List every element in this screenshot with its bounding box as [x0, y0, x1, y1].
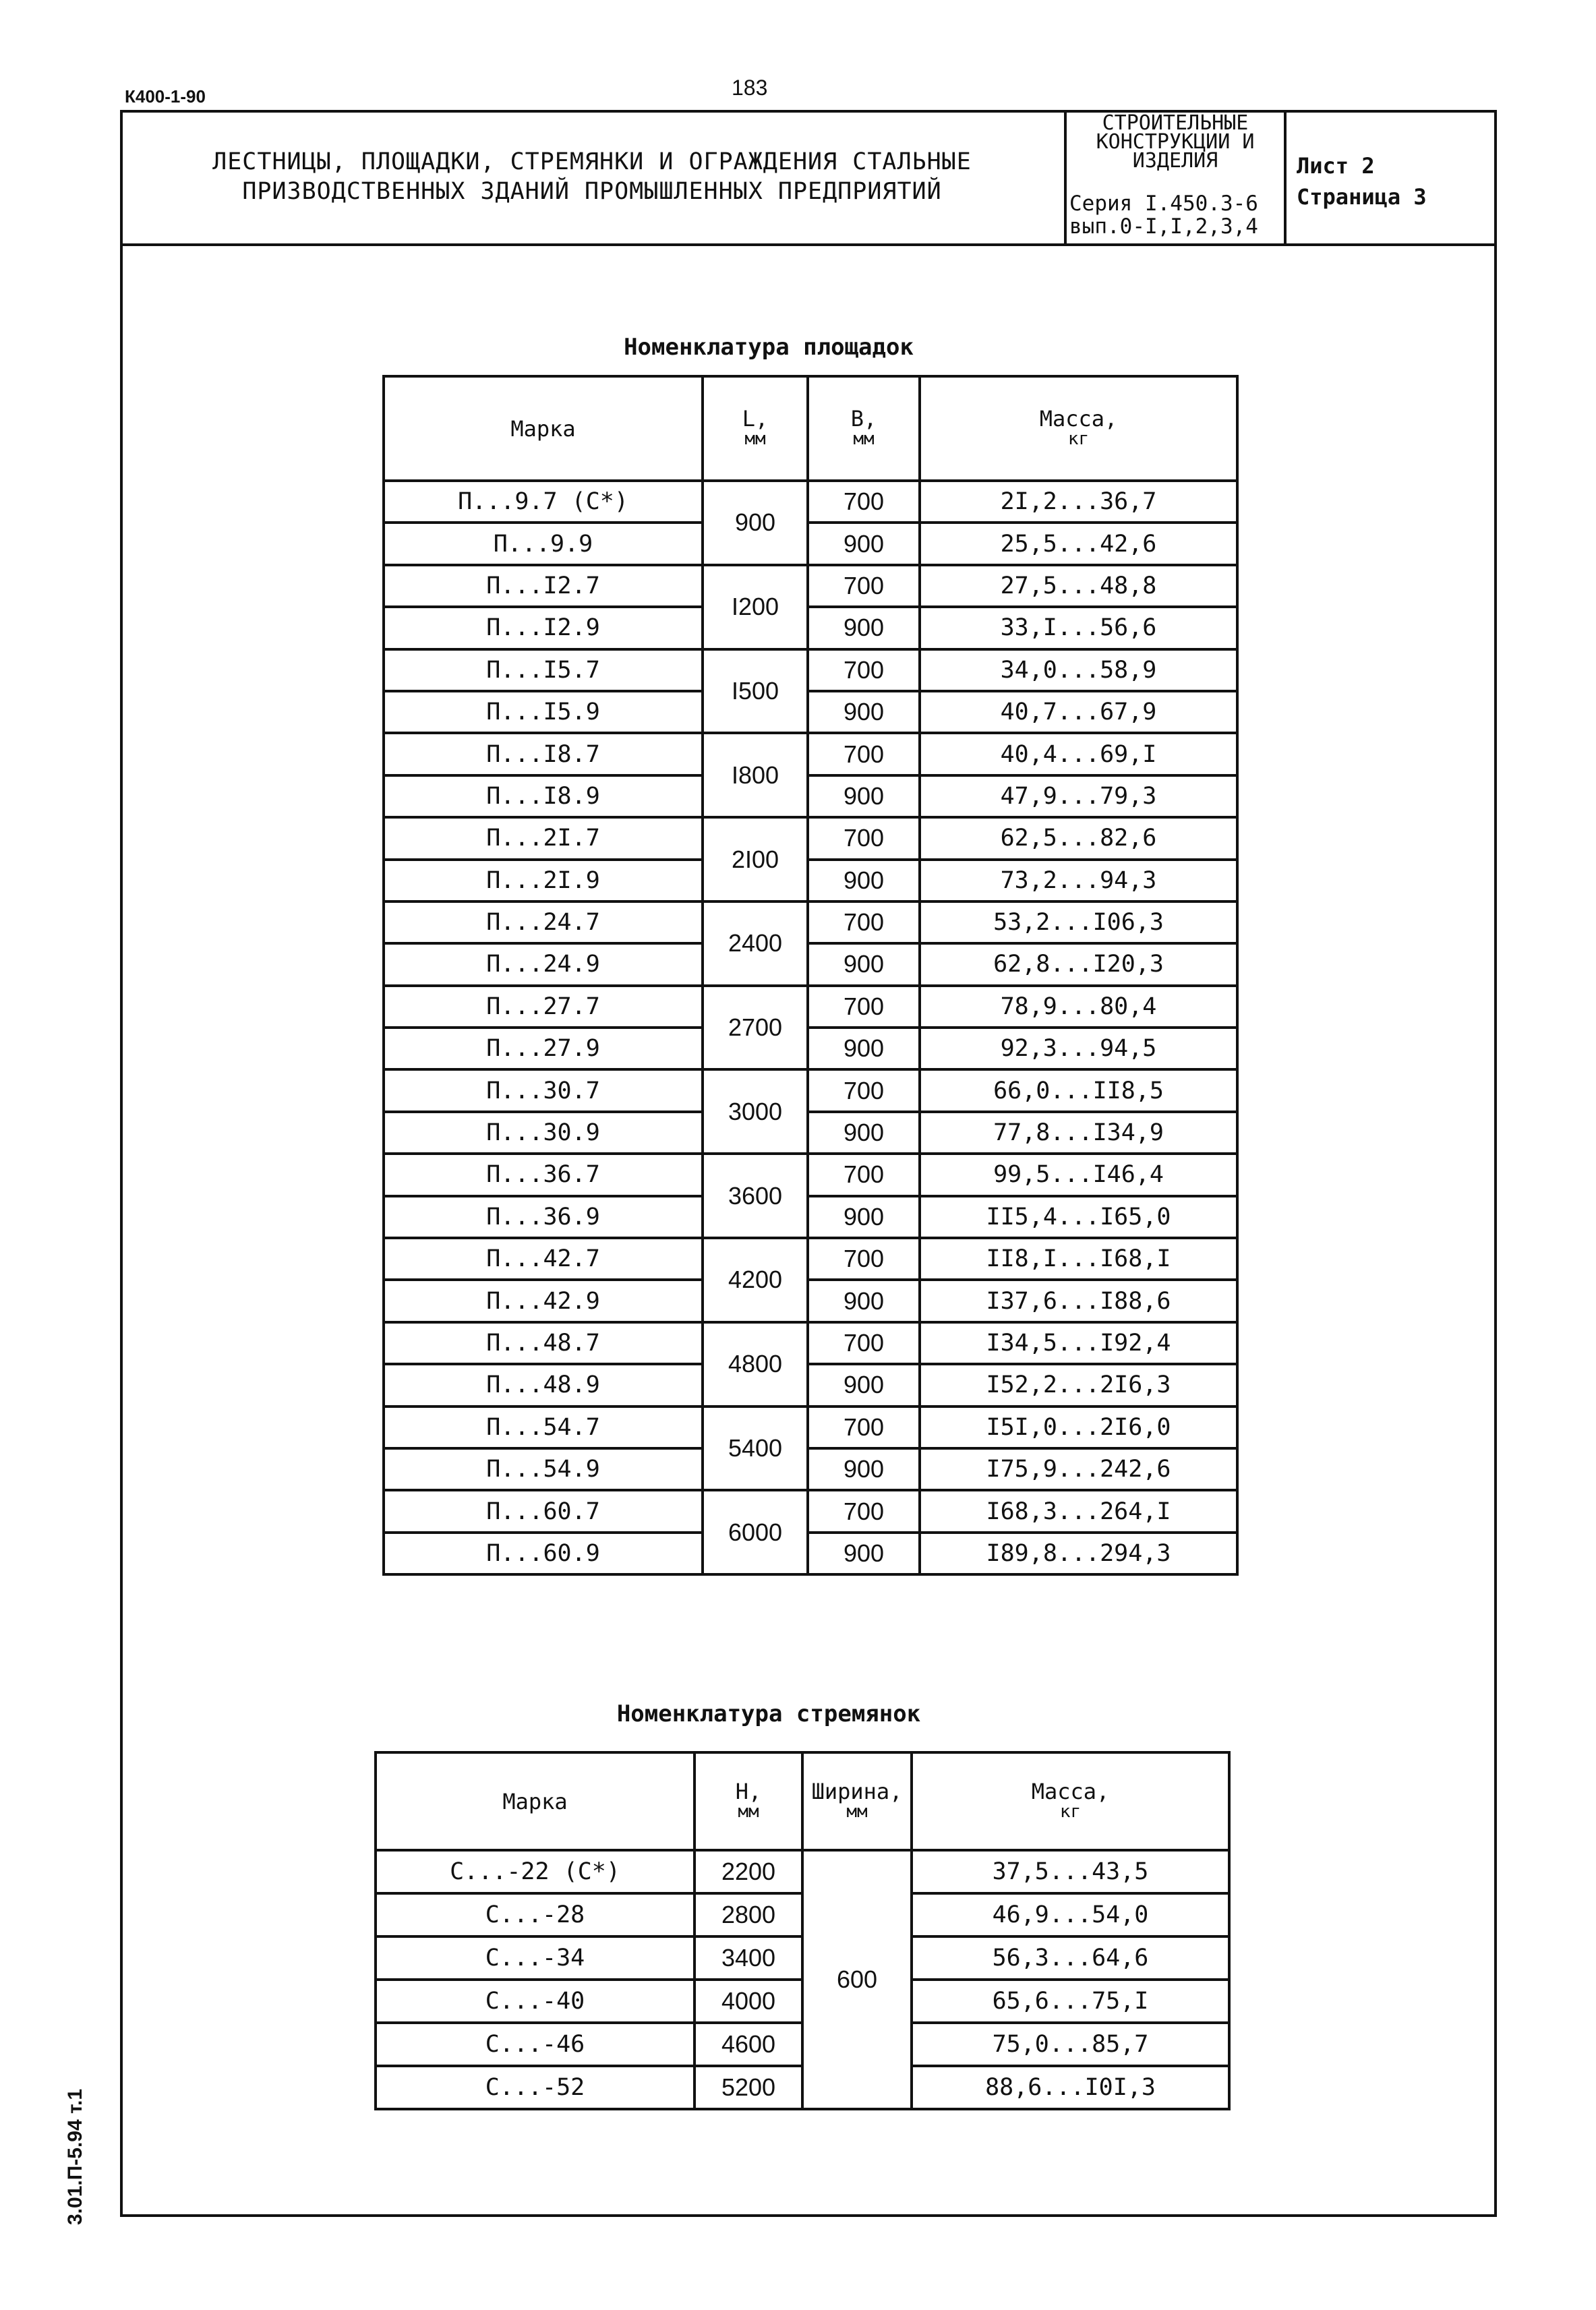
platforms-header-row — [384, 376, 1237, 481]
length-cell: 900 — [703, 481, 808, 565]
mass-cell: 75,0...85,7 — [912, 2023, 1229, 2066]
mass-cell: 37,5...43,5 — [912, 1850, 1229, 1893]
mass-cell: 56,3...64,6 — [912, 1936, 1229, 1980]
table-row — [384, 649, 1237, 691]
org-line-1: СТРОИТЕЛЬНЫЕ — [1102, 111, 1249, 135]
ladders-body — [376, 1850, 1229, 2109]
width-cell: 700 — [808, 1406, 920, 1448]
table-row — [384, 1533, 1237, 1574]
mass-cell: I52,2...2I6,3 — [920, 1364, 1237, 1406]
length-cell: 2700 — [703, 986, 808, 1070]
mass-cell: 92,3...94,5 — [920, 1028, 1237, 1069]
mass-cell: 99,5...I46,4 — [920, 1154, 1237, 1195]
col-h-unit: мм — [738, 1801, 759, 1822]
mass-cell: 34,0...58,9 — [920, 649, 1237, 691]
mark-cell: П...9.7 (С*) — [384, 481, 703, 523]
document-code: К400-1-90 — [125, 86, 206, 107]
org-title — [1067, 111, 1284, 173]
platforms-caption: Номенклатура площадок — [624, 334, 914, 361]
table-row — [384, 943, 1237, 985]
mass-cell: 62,8...I20,3 — [920, 943, 1237, 985]
col-width-label: Ширина, — [811, 1778, 903, 1804]
sheet-info — [1297, 150, 1492, 212]
ladders-caption: Номенклатура стремянок — [616, 1700, 921, 1727]
length-cell: 4200 — [703, 1238, 808, 1322]
length-cell: I500 — [703, 649, 808, 734]
org-line-2: КОНСТРУКЦИИ И — [1096, 130, 1255, 154]
width-cell: 700 — [808, 901, 920, 943]
title-line-1: ЛЕСТНИЦЫ, ПЛОЩАДКИ, СТРЕМЯНКИ И ОГРАЖДЕНИЯ СТАЛЬНЫЕ — [212, 148, 972, 175]
width-cell: 700 — [808, 649, 920, 691]
table-row — [384, 775, 1237, 817]
height-cell: 4600 — [694, 2023, 802, 2066]
mass-cell: II8,I...I68,I — [920, 1238, 1237, 1280]
width-cell: 900 — [808, 1196, 920, 1238]
col-mass — [920, 376, 1237, 481]
width-cell: 900 — [808, 691, 920, 733]
mass-cell: 47,9...79,3 — [920, 775, 1237, 817]
mark-cell: С...-52 — [376, 2066, 694, 2109]
table-row — [384, 1490, 1237, 1532]
col-mark: Марка — [376, 1752, 694, 1850]
mass-cell: II5,4...I65,0 — [920, 1196, 1237, 1238]
ladders-header-row — [376, 1752, 1229, 1850]
mass-cell: 25,5...42,6 — [920, 523, 1237, 564]
col-width-unit: мм — [846, 1801, 868, 1822]
col-b — [808, 376, 920, 481]
side-stamp: 3.01.П-5.94 т.1 — [64, 2088, 86, 2225]
mark-cell: П...54.9 — [384, 1448, 703, 1490]
width-cell: 700 — [808, 481, 920, 523]
col-l-label: L, — [742, 405, 769, 432]
table-row — [384, 565, 1237, 607]
width-cell: 900 — [808, 1364, 920, 1406]
width-cell: 600 — [802, 1850, 912, 2109]
width-cell: 700 — [808, 817, 920, 859]
width-cell: 700 — [808, 986, 920, 1028]
length-cell: 3600 — [703, 1154, 808, 1238]
col-b-unit: мм — [853, 428, 875, 449]
col-l-unit: мм — [744, 428, 766, 449]
mark-cell: П...48.7 — [384, 1322, 703, 1364]
length-cell: 5400 — [703, 1406, 808, 1491]
mark-cell: П...I2.7 — [384, 565, 703, 607]
series-info — [1069, 192, 1287, 238]
length-cell: 2I00 — [703, 817, 808, 901]
col-mass-label: Масса, — [1039, 405, 1118, 432]
table-row — [384, 1364, 1237, 1406]
mark-cell: П...36.9 — [384, 1196, 703, 1238]
width-cell: 700 — [808, 1154, 920, 1195]
length-cell: 6000 — [703, 1490, 808, 1574]
table-row — [384, 1406, 1237, 1448]
table-row — [384, 523, 1237, 564]
mark-cell: С...-34 — [376, 1936, 694, 1980]
col-mass — [912, 1752, 1229, 1850]
height-cell: 4000 — [694, 1980, 802, 2023]
width-cell: 900 — [808, 775, 920, 817]
table-row — [384, 481, 1237, 523]
mass-cell: 78,9...80,4 — [920, 986, 1237, 1028]
mark-cell: П...I8.7 — [384, 733, 703, 775]
table-row — [384, 607, 1237, 649]
table-row — [384, 986, 1237, 1028]
width-cell: 900 — [808, 860, 920, 901]
col-h-label: H, — [735, 1778, 762, 1804]
col-mass-label: Масса, — [1031, 1778, 1110, 1804]
mark-cell: П...I8.9 — [384, 775, 703, 817]
mark-cell: П...54.7 — [384, 1406, 703, 1448]
table-row — [384, 1280, 1237, 1322]
table-row — [384, 1448, 1237, 1490]
height-cell: 2200 — [694, 1850, 802, 1893]
table-row — [384, 1112, 1237, 1154]
mark-cell: П...24.7 — [384, 901, 703, 943]
col-mark: Марка — [384, 376, 703, 481]
mass-cell: 65,6...75,I — [912, 1980, 1229, 2023]
table-row — [384, 1238, 1237, 1280]
length-cell: I800 — [703, 733, 808, 817]
width-cell: 700 — [808, 565, 920, 607]
width-cell: 900 — [808, 1280, 920, 1322]
page-number: 183 — [732, 76, 768, 100]
mass-cell: 46,9...54,0 — [912, 1893, 1229, 1936]
col-mass-unit: кг — [1059, 1801, 1082, 1822]
mark-cell: П...2I.7 — [384, 817, 703, 859]
mass-cell: 88,6...I0I,3 — [912, 2066, 1229, 2109]
mark-cell: С...-22 (С*) — [376, 1850, 694, 1893]
width-cell: 900 — [808, 607, 920, 649]
mass-cell: 73,2...94,3 — [920, 860, 1237, 901]
mass-cell: I75,9...242,6 — [920, 1448, 1237, 1490]
width-cell: 900 — [808, 1112, 920, 1154]
table-row — [376, 1850, 1229, 1893]
mark-cell: П...2I.9 — [384, 860, 703, 901]
org-line-3: ИЗДЕЛИЯ — [1132, 149, 1218, 173]
mark-cell: П...I5.7 — [384, 649, 703, 691]
mark-cell: П...48.9 — [384, 1364, 703, 1406]
title-block — [120, 110, 1497, 246]
mark-cell: П...30.7 — [384, 1069, 703, 1111]
platforms-table — [382, 375, 1239, 1576]
width-cell: 900 — [808, 1028, 920, 1069]
mass-cell: 27,5...48,8 — [920, 565, 1237, 607]
width-cell: 900 — [808, 523, 920, 564]
length-cell: 4800 — [703, 1322, 808, 1406]
table-row — [384, 1028, 1237, 1069]
mark-cell: П...60.9 — [384, 1533, 703, 1574]
mark-cell: П...24.9 — [384, 943, 703, 985]
mass-cell: 40,4...69,I — [920, 733, 1237, 775]
table-row — [384, 817, 1237, 859]
mark-cell: П...42.9 — [384, 1280, 703, 1322]
mass-cell: I37,6...I88,6 — [920, 1280, 1237, 1322]
col-h — [694, 1752, 802, 1850]
mark-cell: С...-46 — [376, 2023, 694, 2066]
mass-cell: I89,8...294,3 — [920, 1533, 1237, 1574]
width-cell: 700 — [808, 1490, 920, 1532]
width-cell: 700 — [808, 1322, 920, 1364]
col-width — [802, 1752, 912, 1850]
mass-cell: 62,5...82,6 — [920, 817, 1237, 859]
title-line-2: ПРИЗВОДСТВЕННЫХ ЗДАНИЙ ПРОМЫШЛЕННЫХ ПРЕДПРИЯТИЙ — [242, 178, 942, 205]
mark-cell: С...-28 — [376, 1893, 694, 1936]
col-b-label: B, — [850, 405, 877, 432]
mark-cell: П...I5.9 — [384, 691, 703, 733]
mass-cell: 40,7...67,9 — [920, 691, 1237, 733]
sheet-page: Страница 3 — [1297, 184, 1427, 210]
series-block — [1064, 110, 1287, 243]
mark-cell: П...36.7 — [384, 1154, 703, 1195]
table-row — [384, 733, 1237, 775]
col-mass-unit: кг — [1067, 428, 1090, 449]
mark-cell: П...30.9 — [384, 1112, 703, 1154]
series-line-1: Серия I.450.3-6 — [1069, 191, 1258, 216]
mark-cell: П...60.7 — [384, 1490, 703, 1532]
table-row — [384, 901, 1237, 943]
series-line-2: вып.0-I,I,2,3,4 — [1069, 214, 1258, 239]
mark-cell: П...27.7 — [384, 986, 703, 1028]
table-row — [384, 1196, 1237, 1238]
width-cell: 700 — [808, 733, 920, 775]
width-cell: 900 — [808, 1533, 920, 1574]
mark-cell: П...27.9 — [384, 1028, 703, 1069]
mass-cell: I5I,0...2I6,0 — [920, 1406, 1237, 1448]
mass-cell: 66,0...II8,5 — [920, 1069, 1237, 1111]
col-l — [703, 376, 808, 481]
table-row — [384, 1154, 1237, 1195]
mass-cell: I68,3...264,I — [920, 1490, 1237, 1532]
mark-cell: П...I2.9 — [384, 607, 703, 649]
document-title — [120, 110, 1064, 243]
width-cell: 700 — [808, 1238, 920, 1280]
length-cell: 3000 — [703, 1069, 808, 1154]
mass-cell: I34,5...I92,4 — [920, 1322, 1237, 1364]
width-cell: 900 — [808, 1448, 920, 1490]
mark-cell: П...42.7 — [384, 1238, 703, 1280]
length-cell: 2400 — [703, 901, 808, 986]
width-cell: 700 — [808, 1069, 920, 1111]
mass-cell: 53,2...I06,3 — [920, 901, 1237, 943]
table-row — [384, 1069, 1237, 1111]
height-cell: 2800 — [694, 1893, 802, 1936]
ladders-table — [374, 1751, 1231, 2110]
table-row — [384, 1322, 1237, 1364]
mass-cell: 77,8...I34,9 — [920, 1112, 1237, 1154]
length-cell: I200 — [703, 565, 808, 649]
sheet-number: Лист 2 — [1297, 153, 1375, 179]
height-cell: 5200 — [694, 2066, 802, 2109]
mark-cell: П...9.9 — [384, 523, 703, 564]
mark-cell: С...-40 — [376, 1980, 694, 2023]
platforms-body — [384, 481, 1237, 1574]
table-row — [384, 691, 1237, 733]
height-cell: 3400 — [694, 1936, 802, 1980]
width-cell: 900 — [808, 943, 920, 985]
mass-cell: 33,I...56,6 — [920, 607, 1237, 649]
table-row — [384, 860, 1237, 901]
mass-cell: 2I,2...36,7 — [920, 481, 1237, 523]
